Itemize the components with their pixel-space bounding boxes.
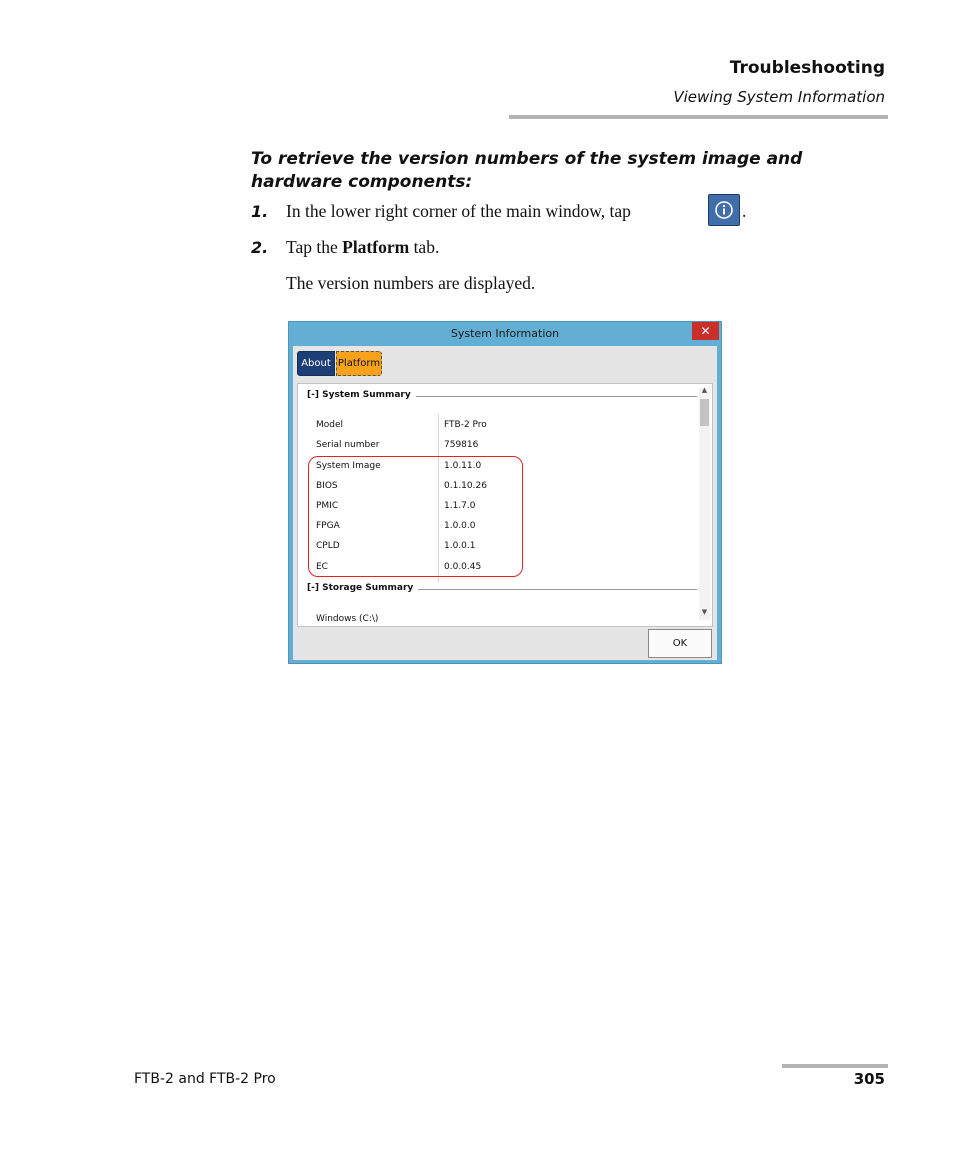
version-highlight [308,456,523,577]
info-icon [714,200,734,220]
header-rule [509,115,888,119]
row-label-pmic: PMIC [316,501,339,511]
section-title: Viewing System Information [673,88,885,106]
row-label-system-image: System Image [316,461,381,471]
ok-button[interactable]: OK [648,629,712,658]
chevron-down-icon[interactable]: ▼ [701,608,708,616]
row-value-bios: 0.1.10.26 [444,481,487,491]
row-label-serial: Serial number [316,440,380,450]
scrollbar-thumb[interactable] [700,399,709,426]
storage-summary-heading[interactable]: [-] Storage Summary [307,583,418,593]
row-value-pmic: 1.1.7.0 [444,501,476,511]
chapter-title: Troubleshooting [729,58,885,78]
footer-rule [782,1064,888,1068]
row-value-model: FTB-2 Pro [444,420,487,430]
row-label-model: Model [316,420,344,430]
platform-panel [297,383,713,627]
chevron-up-icon[interactable]: ▲ [701,386,708,394]
tab-platform[interactable]: Platform [336,351,382,376]
page-number: 305 [853,1070,885,1088]
step-1-text: In the lower right corner of the main window, tap [286,201,631,221]
row-value-cpld: 1.0.0.1 [444,541,476,551]
row-label-ec: EC [316,562,328,572]
row-value-fpga: 1.0.0.0 [444,521,476,531]
step-2-text [286,237,439,258]
row-value-system-image: 1.0.11.0 [444,461,482,471]
tab-about[interactable]: About [297,351,335,376]
step-1-number: 1. [251,202,269,221]
system-summary-heading[interactable]: [-] System Summary [307,390,416,400]
footer-product: FTB-2 and FTB-2 Pro [134,1071,276,1087]
step-2-number: 2. [251,238,269,257]
row-label-cpld: CPLD [316,541,340,551]
row-value-ec: 0.0.0.45 [444,562,482,572]
system-information-dialog [288,321,722,664]
dialog-body [293,346,717,660]
dialog-title: System Information [450,327,560,340]
procedure-title: To retrieve the version numbers of the system image and hardware components: [251,149,803,192]
step-1-period: . [742,201,747,221]
close-icon[interactable]: ✕ [692,322,719,340]
storage-drive-label: Windows (C:\) [316,614,379,624]
step-result: The version numbers are displayed. [286,273,536,293]
step-2-suffix: tab. [409,237,440,257]
row-label-fpga: FPGA [316,521,340,531]
info-button[interactable] [708,194,740,226]
row-label-bios: BIOS [316,481,338,491]
row-value-serial: 759816 [444,440,479,450]
step-2-prefix: Tap the [286,237,343,257]
step-2-platform-label: Platform [342,237,410,257]
